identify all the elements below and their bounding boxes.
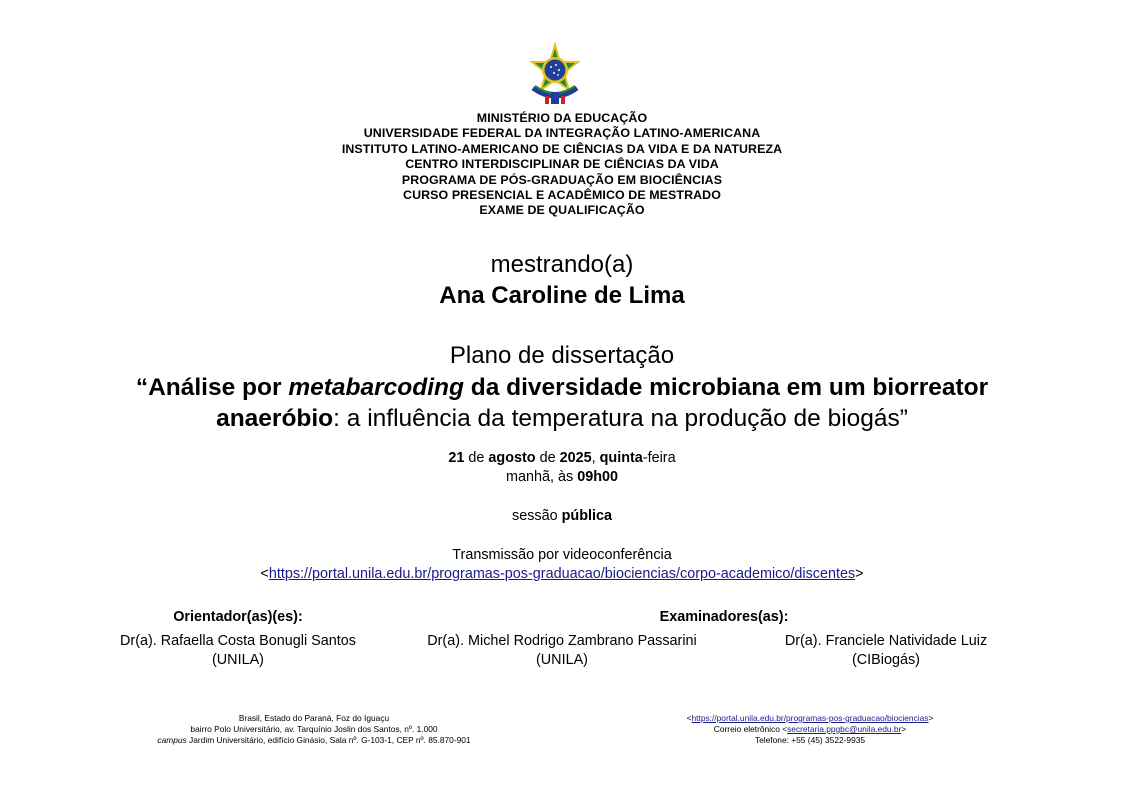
advisor-entry <box>78 632 398 670</box>
footer-address-line: Brasil, Estado do Paraná, Foz do Iguaçu <box>238 713 390 723</box>
transmission-link[interactable]: https://portal.unila.edu.br/programas-pos-graduacao/biociencias/corpo-academico/discentes <box>268 566 856 582</box>
footer-campus-word: campus <box>157 734 187 745</box>
title-part: anaeróbio <box>216 405 334 432</box>
title-part: da diversidade microbiana em um biorreator <box>463 374 989 401</box>
header-line: PROGRAMA DE PÓS-GRADUAÇÃO EM BIOCIÊNCIAS <box>401 172 723 187</box>
date-day: 21 <box>448 450 465 466</box>
footer-site-link[interactable]: https://portal.unila.edu.br/programas-pos-graduacao/biociencias <box>691 713 929 723</box>
session-type: pública <box>561 508 612 524</box>
student-name: Ana Caroline de Lima <box>439 282 685 309</box>
date-connector: de <box>464 450 489 466</box>
title-open-quote: “ <box>135 374 149 401</box>
session-prefix: sessão <box>512 508 562 524</box>
header-line: MINISTÉRIO DA EDUCAÇÃO <box>476 111 648 125</box>
link-bracket-open: < <box>686 713 692 723</box>
session-line <box>262 507 862 526</box>
header-line: CURSO PRESENCIAL E ACADÊMICO DE MESTRADO <box>403 188 721 203</box>
examiner-name: Dr(a). Michel Rodrigo Zambrano Passarini <box>427 633 697 649</box>
footer-address <box>114 713 514 745</box>
footer-address-line: bairro Polo Universitário, av. Tarquínio Joslin dos Santos, nº. 1.000 <box>190 723 438 734</box>
title-subtitle: : a influência da temperatura na produção de biogás” <box>333 405 908 432</box>
date-weekday: quinta <box>599 450 643 466</box>
time-line <box>262 468 862 487</box>
examiners-heading: Examinadores(as): <box>659 609 789 625</box>
transmission-label: Transmissão por videoconferência <box>452 547 672 563</box>
date-month: agosto <box>488 450 536 466</box>
link-bracket-open: < <box>260 566 269 582</box>
examiner-entry <box>726 632 1046 670</box>
date-year: 2025 <box>559 450 592 466</box>
date-comma: , <box>591 450 600 466</box>
advisor-name: Dr(a). Rafaella Costa Bonugli Santos <box>120 633 356 649</box>
footer-phone: Telefone: +55 (45) 3522-9935 <box>754 734 866 745</box>
student-role: mestrando(a) <box>490 251 634 278</box>
title-part: Análise por <box>148 374 289 401</box>
advisor-institution: (UNILA) <box>212 652 264 668</box>
header-line: CENTRO INTERDISCIPLINAR DE CIÊNCIAS DA VIDA <box>405 157 719 172</box>
date-connector: de <box>535 450 560 466</box>
dissertation-title <box>62 372 1062 434</box>
footer-contact <box>610 713 1010 745</box>
link-bracket-close: > <box>928 713 934 723</box>
brazil-coat-of-arms-icon <box>527 42 583 108</box>
examiner-institution: (UNILA) <box>536 652 588 668</box>
transmission-link-line <box>162 565 962 584</box>
time-value: 09h00 <box>577 469 618 485</box>
examiner-name: Dr(a). Franciele Natividade Luiz <box>784 633 988 649</box>
footer-email-suffix: > <box>901 723 907 734</box>
footer-campus-rest: Jardim Universitário, edifício Ginásio, Sala nº. G-103-1, CEP nº. 85.870-901 <box>186 734 471 745</box>
time-period: manhã, às <box>505 469 578 485</box>
footer-site-line <box>610 713 1010 724</box>
examiner-institution: (CIBiogás) <box>852 652 920 668</box>
date-line <box>262 449 862 468</box>
footer-address-line <box>114 735 514 746</box>
header-line: INSTITUTO LATINO-AMERICANO DE CIÊNCIAS DA VIDA E DA NATUREZA <box>341 141 783 156</box>
plan-label: Plano de dissertação <box>449 342 675 369</box>
advisors-heading: Orientador(as)(es): <box>173 609 303 625</box>
footer-email-prefix: Correio eletrônico < <box>713 723 788 734</box>
institution-header <box>262 111 862 219</box>
footer-email-line <box>610 724 1010 735</box>
date-weekday-suffix: -feira <box>642 450 676 466</box>
header-line: UNIVERSIDADE FEDERAL DA INTEGRAÇÃO LATINO-AMERICANA <box>363 126 761 141</box>
examiner-entry <box>402 632 722 670</box>
title-italic-term: metabarcoding <box>288 374 464 401</box>
link-bracket-close: > <box>855 566 864 582</box>
header-line: EXAME DE QUALIFICAÇÃO <box>479 203 645 218</box>
footer-email-link[interactable]: secretaria.ppgbc@unila.edu.br <box>787 723 902 734</box>
